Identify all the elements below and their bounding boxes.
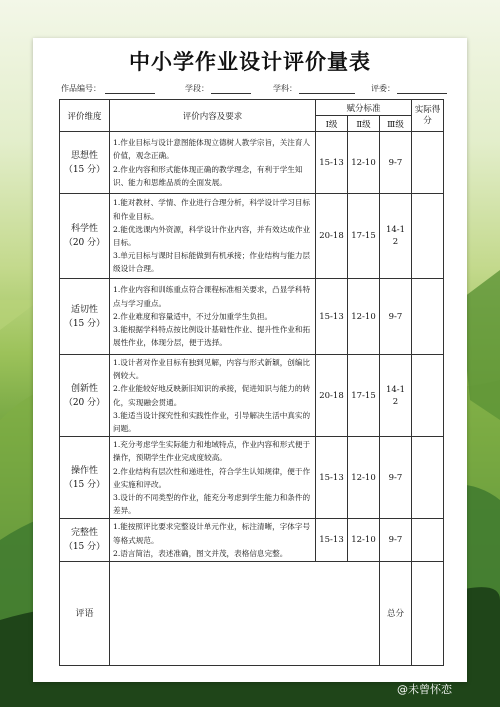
table-row [60, 279, 444, 355]
judge-blank[interactable] [397, 93, 447, 94]
score-level-1: 20-18 [316, 355, 348, 437]
actual-score-cell[interactable] [412, 194, 444, 279]
header-content: 评价内容及要求 [110, 100, 316, 132]
actual-score-cell[interactable] [412, 132, 444, 194]
score-level-2: 17-15 [348, 194, 380, 279]
content-cell: 1.能按照评比要求完整设计单元作业，标注清晰，字体字号等格式规范。 2.语言简洁，表述准确，图文并茂，表格信息完整。 [110, 519, 316, 562]
score-level-1: 15-13 [316, 437, 348, 519]
meta-row [61, 83, 461, 97]
table-row [60, 355, 444, 437]
subject-blank[interactable] [299, 93, 355, 94]
actual-score-cell[interactable] [412, 279, 444, 355]
dimension-cell: 操作性 （15 分） [60, 437, 110, 519]
score-level-2: 12-10 [348, 279, 380, 355]
content-cell: 1.设计者对作业目标有独到见解，内容与形式新颖，创编比例较大。 2.作业能较好地反映新旧知识的承接，促进知识与能力的转化，实现融会贯通。 3.能适当设计探究性和实践性作业，引导解决生活中真实的问题。 [110, 355, 316, 437]
content-cell: 1.作业目标与设计意图能体现立德树人教学宗旨，关注育人价值，观念正确。 2.作业内容和形式能体现正确的教学理念，有利于学生知识、能力和思维品质的全面发展。 [110, 132, 316, 194]
header-level-2: Ⅱ级 [348, 116, 380, 132]
content-cell: 1.能对教材、学情、作业进行合理分析，科学设计学习目标和作业目标。 2.能优选课内外资源，科学设计作业内容，并有效达成作业目标。 3.单元目标与课时目标能做到有机承接；作业结构与能力层级设计合理。 [110, 194, 316, 279]
watermark: @未曾怀恋 [397, 683, 452, 696]
score-level-3: 9-7 [380, 437, 412, 519]
header-dimension: 评价维度 [60, 100, 110, 132]
dimension-cell: 思想性 （15 分） [60, 132, 110, 194]
work-number-blank[interactable] [105, 93, 155, 94]
score-level-3: 9-7 [380, 279, 412, 355]
dimension-cell: 适切性 （15 分） [60, 279, 110, 355]
score-level-1: 15-13 [316, 519, 348, 562]
actual-score-cell[interactable] [412, 355, 444, 437]
stage-label: 学段： [185, 84, 209, 93]
header-level-1: Ⅰ级 [316, 116, 348, 132]
header-standard: 赋分标准 [316, 100, 412, 116]
table-row [60, 132, 444, 194]
score-level-1: 20-18 [316, 194, 348, 279]
table-row [60, 194, 444, 279]
score-level-3: 14-12 [380, 194, 412, 279]
stage-blank[interactable] [211, 93, 251, 94]
header-level-3: Ⅲ级 [380, 116, 412, 132]
score-level-3: 9-7 [380, 132, 412, 194]
content-cell: 1.充分考虑学生实际能力和地域特点，作业内容和形式便于操作，预期学生作业完成度较高。 2.作业结构有层次性和递进性，符合学生认知规律，便于作业实施和评改。 3.设计的不同类型的作业，能充分考虑到学生能力和条件的差异。 [110, 437, 316, 519]
dimension-cell: 科学性 （20 分） [60, 194, 110, 279]
score-level-3: 14-12 [380, 355, 412, 437]
subject-label: 学科： [273, 84, 297, 93]
score-level-2: 12-10 [348, 132, 380, 194]
page-title: 中小学作业设计评价量表 [129, 49, 371, 74]
dimension-cell: 完整性 （15 分） [60, 519, 110, 562]
work-number-label: 作品编号： [61, 84, 101, 93]
comment-row [60, 562, 444, 666]
total-label: 总分 [380, 562, 412, 666]
evaluation-sheet [33, 38, 467, 682]
actual-score-cell[interactable] [412, 437, 444, 519]
content-cell: 1.作业内容和训练重点符合课程标准相关要求，凸显学科特点与学习重点。 2.作业难度和容量适中，不过分加重学生负担。 3.能根据学科特点按比例设计基础性作业、提升性作业和拓展性作业，体现分层，便于选择。 [110, 279, 316, 355]
score-level-2: 12-10 [348, 519, 380, 562]
comment-field[interactable] [110, 562, 380, 666]
score-level-3: 9-7 [380, 519, 412, 562]
dimension-cell: 创新性 （20 分） [60, 355, 110, 437]
actual-score-cell[interactable] [412, 519, 444, 562]
table-row [60, 437, 444, 519]
evaluation-table [59, 99, 444, 666]
score-level-2: 17-15 [348, 355, 380, 437]
score-level-2: 12-10 [348, 437, 380, 519]
score-level-1: 15-13 [316, 279, 348, 355]
header-actual-score: 实际得分 [412, 100, 444, 132]
comment-label: 评语 [60, 562, 110, 666]
score-level-1: 15-13 [316, 132, 348, 194]
judge-label: 评委： [371, 84, 395, 93]
table-row [60, 519, 444, 562]
total-score-field[interactable] [412, 562, 444, 666]
